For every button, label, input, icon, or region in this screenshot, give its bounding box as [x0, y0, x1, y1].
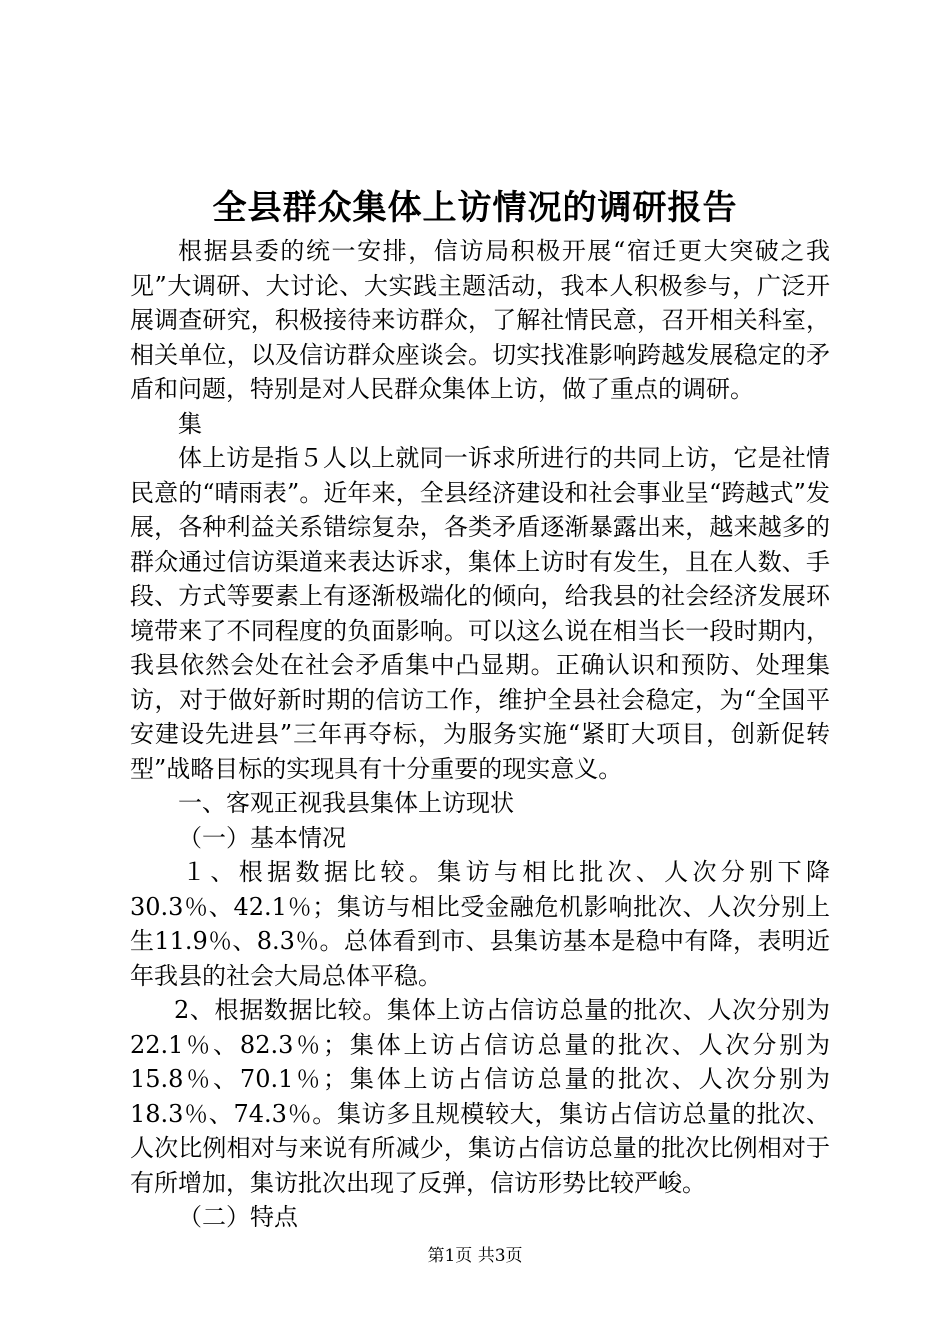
subsection-heading-features: （二）特点: [178, 1203, 298, 1231]
paragraph-intro: 根据县委的统一安排，信访局积极开展“宿迁更大突破之我见”大调研、大讨论、大实践主题活动，我本人积极参与，广泛开展调查研究，积极接待来访群众，了解社情民意，召开相关科室，相关单位，以及信访群众座谈会。切实找准影响跨越发展稳定的矛盾和问题，特别是对人民群众集体上访，做了重点的调研。: [130, 237, 830, 403]
paragraph-item-2: 2、根据数据比较。集体上访占信访总量的批次、人次分别为22.1％、82.3％；集体上访占信访总量的批次、人次分别为15.8％、70.1％；集体上访占信访总量的批次、人次分别为18.3％、74.3％。集访多且规模较大，集访占信访总量的批次、人次比例相对与来说有所减少，集访占信访总量的批次比例相对于有所增加，集访批次出现了反弹，信访形势比较严峻。: [130, 996, 830, 1197]
subsection-heading-basic: （一）基本情况: [178, 823, 346, 852]
paragraph-item-1: １、根据数据比较。集访与相比批次、人次分别下降30.3％、42.1％；集访与相比受金融危机影响批次、人次分别上生11.9％、8.3％。总体看到市、县集访基本是稳中有降，表明近年我县的社会大局总体平稳。: [130, 858, 830, 990]
page-footer: 第1页 共3页: [427, 1246, 523, 1266]
document-title: 全县群众集体上访情况的调研报告: [212, 188, 738, 228]
section-heading-1: 一、客观正视我县集体上访现状: [178, 789, 514, 817]
document-body: [130, 234, 830, 1235]
paragraph-fragment: 集: [178, 409, 202, 438]
paragraph-definition: 体上访是指５人以上就同一诉求所进行的共同上访，它是社情民意的“晴雨表”。近年来，全县经济建设和社会事业呈“跨越式”发展，各种利益关系错综复杂，各类矛盾逐渐暴露出来，越来越多的群众通过信访渠道来表达诉求，集体上访时有发生，且在人数、手段、方式等要素上有逐渐极端化的倾向，给我县的社会经济发展环境带来了不同程度的负面影响。可以这么说在相当长一段时期内，我县依然会处在社会矛盾集中凸显期。正确认识和预防、处理集访，对于做好新时期的信访工作，维护全县社会稳定，为“全国平安建设先进县”三年再夺标，为服务实施“紧盯大项目，创新促转型”战略目标的实现具有十分重要的现实意义。: [130, 444, 830, 783]
